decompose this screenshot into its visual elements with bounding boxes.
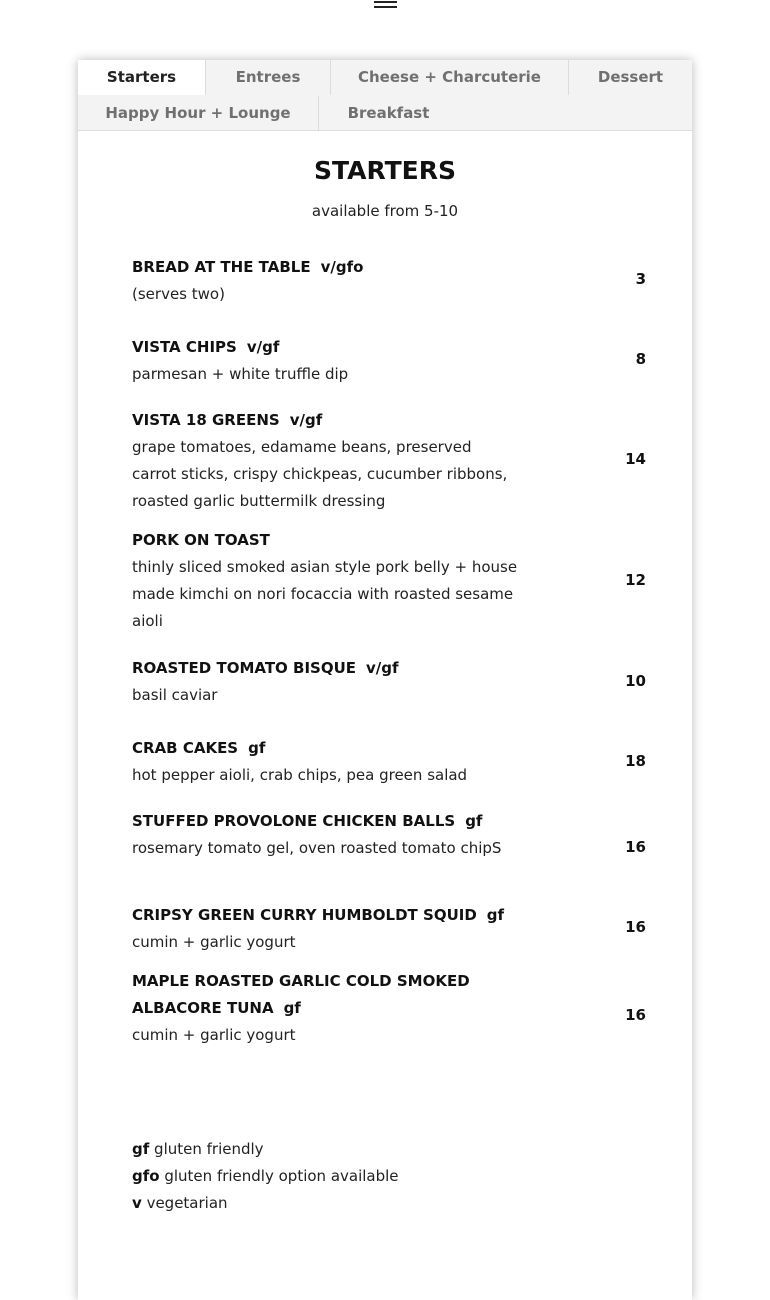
item-tag: v/gf <box>289 411 323 429</box>
section-subtitle: available from 5-10 <box>311 202 459 220</box>
item-description: parmesan + white truffle dip <box>132 365 349 383</box>
item-description: grape tomatoes, edamame beans, preserved carrot sticks, crispy chickpeas, cucumber ribbons, roasted garlic buttermilk dressing <box>132 438 508 510</box>
item-price: 18 <box>625 752 646 770</box>
menu-tabs <box>78 60 692 131</box>
item-price: 16 <box>625 918 646 936</box>
item-name: STUFFED PROVOLONE CHICKEN BALLS <box>132 812 456 830</box>
legend-key: gfo <box>132 1167 160 1185</box>
item-price: 8 <box>635 350 646 368</box>
menu-item <box>132 254 657 308</box>
item-price: 3 <box>635 270 646 288</box>
item-description: rosemary tomato gel, oven roasted tomato chipS <box>132 839 502 857</box>
item-description: cumin + garlic yogurt <box>132 933 296 951</box>
item-price: 14 <box>625 450 646 468</box>
item-name-line <box>132 735 657 762</box>
dietary-legend <box>132 1136 399 1217</box>
item-price: 12 <box>625 571 646 589</box>
menu-item <box>132 655 657 709</box>
tab-entrees[interactable]: Entrees <box>205 60 330 95</box>
tab-cheese-charcuterie[interactable]: Cheese + Charcuterie <box>330 60 568 95</box>
item-description: cumin + garlic yogurt <box>132 1026 296 1044</box>
item-name: CRAB CAKES <box>132 739 239 757</box>
menu-item <box>132 735 657 789</box>
tab-dessert[interactable]: Dessert <box>568 60 692 95</box>
item-price: 16 <box>625 838 646 856</box>
tab-happy-hour-lounge[interactable]: Happy Hour + Lounge <box>105 104 291 122</box>
item-description: thinly sliced smoked asian style pork belly + house made kimchi on nori focaccia with roasted sesame aioli <box>132 558 518 630</box>
item-name-line <box>132 407 657 434</box>
item-name-line <box>132 334 657 361</box>
menu-item <box>132 334 657 388</box>
item-name: MAPLE ROASTED GARLIC COLD SMOKED ALBACORE TUNA <box>132 972 470 1017</box>
item-name-line <box>132 254 657 281</box>
item-name-line <box>132 902 657 929</box>
item-tag: gf <box>283 999 301 1017</box>
legend-text: vegetarian <box>146 1194 228 1212</box>
legend-text: gluten friendly <box>154 1140 264 1158</box>
item-name: VISTA 18 GREENS <box>132 411 280 429</box>
menu-item <box>132 902 657 956</box>
item-price: 10 <box>625 672 646 690</box>
menu-card <box>78 60 692 1300</box>
legend-row <box>132 1190 399 1217</box>
item-name-line <box>132 968 512 1022</box>
legend-key: v <box>132 1194 142 1212</box>
item-description: (serves two) <box>132 285 225 303</box>
item-tag: gf <box>486 906 505 924</box>
menu-item <box>132 527 657 635</box>
item-description: hot pepper aioli, crab chips, pea green salad <box>132 766 468 784</box>
hamburger-icon[interactable] <box>374 0 397 10</box>
item-name-line <box>132 808 657 835</box>
tab-starters[interactable]: Starters <box>78 60 205 95</box>
item-name-line <box>132 527 657 554</box>
item-tag: v/gfo <box>320 258 364 276</box>
item-name: ROASTED TOMATO BISQUE <box>132 659 357 677</box>
item-tag: v/gf <box>366 659 399 677</box>
legend-row <box>132 1163 399 1190</box>
tab-breakfast[interactable]: Breakfast <box>318 96 458 131</box>
legend-text: gluten friendly option available <box>164 1167 399 1185</box>
item-name: PORK ON TOAST <box>132 531 270 549</box>
menu-item <box>132 407 657 515</box>
menu-item <box>132 808 657 862</box>
section-title: STARTERS <box>314 156 456 185</box>
menu-item <box>132 968 657 1049</box>
item-tag: gf <box>248 739 266 757</box>
item-name: VISTA CHIPS <box>132 338 237 356</box>
legend-row <box>132 1136 399 1163</box>
legend-key: gf <box>132 1140 150 1158</box>
item-price: 16 <box>625 1006 646 1024</box>
item-description: basil caviar <box>132 686 218 704</box>
item-tag: gf <box>465 812 483 830</box>
item-name: CRIPSY GREEN CURRY HUMBOLDT SQUID <box>132 906 477 924</box>
item-name-line <box>132 655 657 682</box>
item-tag: v/gf <box>246 338 280 356</box>
item-name: BREAD AT THE TABLE <box>132 258 311 276</box>
